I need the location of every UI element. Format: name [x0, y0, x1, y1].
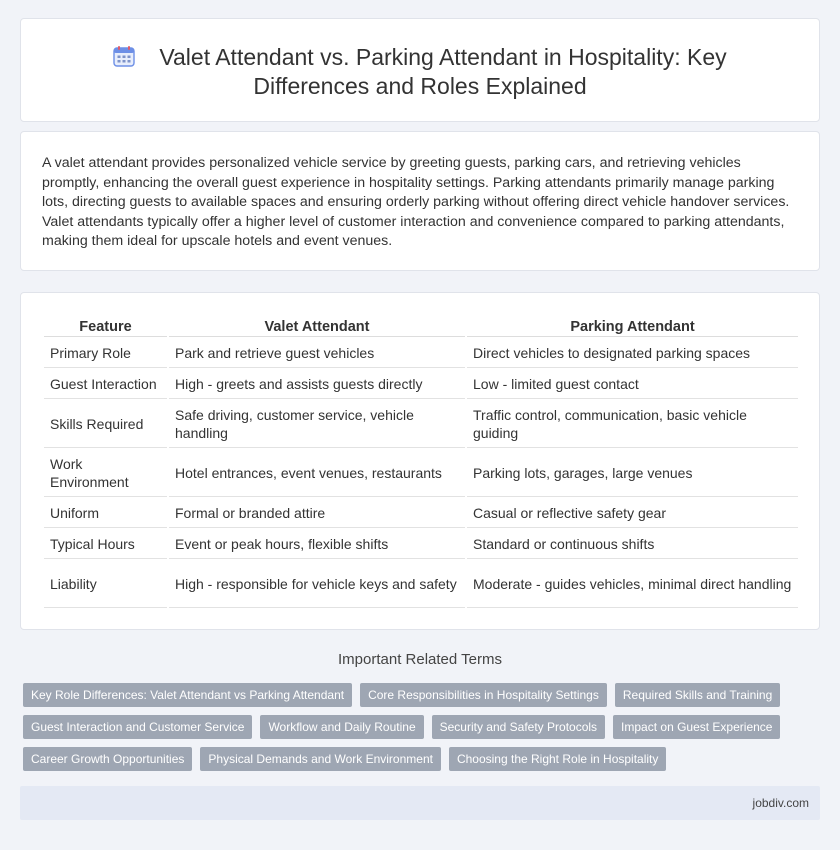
related-terms-list [23, 683, 803, 771]
page-title [21, 43, 819, 101]
valet-cell: High - greets and assists guests directly [169, 370, 465, 399]
intro-card [20, 131, 820, 271]
table-row [44, 370, 798, 399]
related-term-tag[interactable]: Impact on Guest Experience [613, 715, 780, 739]
table-row [44, 530, 798, 559]
footer-site-link[interactable]: jobdiv.com [752, 796, 809, 810]
feature-cell: Guest Interaction [44, 370, 167, 399]
related-term-tag[interactable]: Guest Interaction and Customer Service [23, 715, 252, 739]
valet-cell: High - responsible for vehicle keys and safety [169, 561, 465, 608]
feature-cell: Typical Hours [44, 530, 167, 559]
table-row [44, 499, 798, 528]
table-row [44, 561, 798, 608]
related-term-tag[interactable]: Physical Demands and Work Environment [200, 747, 441, 771]
parking-cell: Low - limited guest contact [467, 370, 798, 399]
table-row [44, 450, 798, 497]
table-row [44, 339, 798, 368]
parking-cell: Moderate - guides vehicles, minimal direct handling [467, 561, 798, 608]
parking-cell: Traffic control, communication, basic vehicle guiding [467, 401, 798, 448]
feature-cell: Work Environment [44, 450, 167, 497]
related-term-tag[interactable]: Career Growth Opportunities [23, 747, 192, 771]
feature-cell: Primary Role [44, 339, 167, 368]
valet-cell: Formal or branded attire [169, 499, 465, 528]
related-term-tag[interactable]: Required Skills and Training [615, 683, 780, 707]
title-card [20, 18, 820, 122]
parking-cell: Casual or reflective safety gear [467, 499, 798, 528]
parking-cell: Standard or continuous shifts [467, 530, 798, 559]
valet-cell: Park and retrieve guest vehicles [169, 339, 465, 368]
title-line-1: Valet Attendant vs. Parking Attendant in Hospitality: Key [159, 44, 727, 70]
header-valet: Valet Attendant [169, 317, 465, 337]
related-term-tag[interactable]: Core Responsibilities in Hospitality Settings [360, 683, 607, 707]
related-term-tag[interactable]: Choosing the Right Role in Hospitality [449, 747, 666, 771]
comparison-table [42, 315, 800, 610]
related-term-tag[interactable]: Security and Safety Protocols [432, 715, 605, 739]
feature-cell: Skills Required [44, 401, 167, 448]
table-header-row [44, 317, 798, 337]
feature-cell: Uniform [44, 499, 167, 528]
related-term-tag[interactable]: Workflow and Daily Routine [260, 715, 423, 739]
valet-cell: Hotel entrances, event venues, restaurants [169, 450, 465, 497]
calendar-icon [113, 45, 135, 67]
table-row [44, 401, 798, 448]
related-term-tag[interactable]: Key Role Differences: Valet Attendant vs Parking Attendant [23, 683, 352, 707]
header-feature: Feature [44, 317, 167, 337]
valet-cell: Event or peak hours, flexible shifts [169, 530, 465, 559]
intro-paragraph: A valet attendant provides personalized vehicle service by greeting guests, parking cars, and retrieving vehicles promptly, enhancing the overall guest experience in hospitality settings. Parking attendants primarily manage parking lots, directing guests to available spaces and ensuring orderly parking without offering direct vehicle handover services. Valet attendants typically offer a higher level of customer interaction and convenience compared to parking attendants, making them ideal for upscale hotels and event venues. [42, 155, 790, 250]
comparison-card [20, 292, 820, 630]
title-line-2: Differences and Roles Explained [253, 73, 587, 99]
parking-cell: Parking lots, garages, large venues [467, 450, 798, 497]
header-parking: Parking Attendant [467, 317, 798, 337]
feature-cell: Liability [44, 561, 167, 608]
parking-cell: Direct vehicles to designated parking spaces [467, 339, 798, 368]
footer [20, 786, 820, 820]
valet-cell: Safe driving, customer service, vehicle handling [169, 401, 465, 448]
related-terms-heading: Important Related Terms [338, 651, 502, 668]
